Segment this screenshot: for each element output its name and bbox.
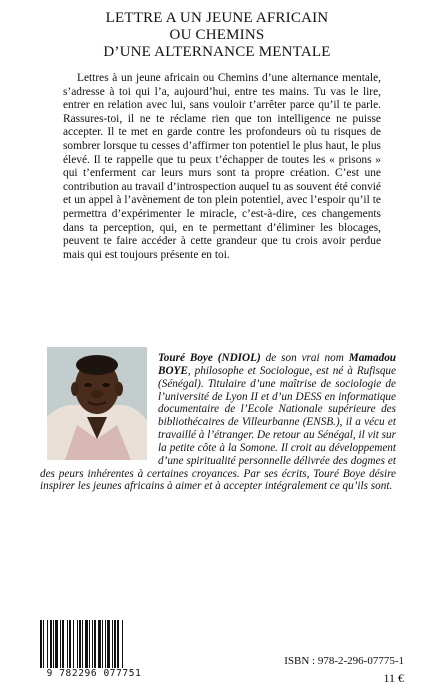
barcode-bar <box>73 620 74 668</box>
bio-text-part-2: , philosophe et Sociologue, est né à Rufisque (Sénégal). Titulaire d’une maîtrise de sociologie de l’université de Lyon II et d’un DESS en informatique documentaire de l’Ecole Nationale supérieure des bibliothécaires de Villeurbanne (ENSB.), il a vécu et travaillé à l’étranger. De retour au Sénégal, il vit sur la petite côte à la Somone. Il croit au développement d’une spiritualité personnelle délivrée des dogmes et des peurs inhérentes à certaines croyances. Par ses écrits, Touré Boye désire inspirer les jeunes africains à aimer et à accepter intégralement ce qu’ils sont. <box>40 364 396 493</box>
barcode-bar <box>55 620 58 668</box>
barcode-bar <box>79 620 81 668</box>
barcode-bar <box>112 620 113 668</box>
back-cover-summary <box>63 72 381 262</box>
photo-text-wrap-spacer <box>40 352 158 456</box>
barcode-bar <box>85 620 88 668</box>
barcode-bar <box>77 620 78 668</box>
barcode-bar <box>53 620 54 668</box>
barcode-bar <box>107 620 110 668</box>
barcode-bar <box>62 620 64 668</box>
barcode-bar <box>89 620 90 668</box>
barcode-bar <box>67 620 68 668</box>
barcode-digits: 9 782296 077751 <box>34 668 154 679</box>
barcode-bar <box>43 620 44 668</box>
barcode-bar <box>114 620 116 668</box>
title-line-1: LETTRE A UN JEUNE AFRICAIN <box>105 10 329 26</box>
summary-paragraph: Lettres à un jeune africain ou Chemins d’une alternance mentale, s’adresse à toi qui l’a, aujourd’hui, entre tes mains. Tu vas le lire, entrer en relation avec lui, sans vouloir t’arrêter parce qu’il te parle. Rassures-toi, il ne te réclame rien que ton intelligence ne puisse accepter. Il te met en garde contre les profondeurs où tu risques de sombrer lorsque tu cesses d’affirmer ton potentiel le plus haut, le plus élevé. Il te rappelle que tu peux t’échapper de toutes les « prisons » qui t’enferment car leurs murs sont ta propre création. C’est une contribution au travail d’introspection auquel tu as souvent été convié et un appel à l’avènement de ton plein potentiel, avec l’espoir qu’il te permettra d’expérimenter le miracle, c’est-à-dire, ces changements dans ta perception, qui, en te permettant d’éliminer les blocages, peuvent te faire accéder à cette grandeur que tu crois avoir perdue mais qui est toujours présente en toi. <box>63 72 381 261</box>
barcode-bar <box>69 620 71 668</box>
barcode-bar <box>47 620 48 668</box>
bio-text-part-1: de son vrai nom <box>260 352 349 364</box>
barcode-bar <box>105 620 106 668</box>
barcode-bar <box>40 620 42 668</box>
title-line-2: OU CHEMINS <box>169 27 265 43</box>
author-biography <box>40 352 396 493</box>
isbn-number: ISBN : 978-2-296-07775-1 <box>284 655 404 667</box>
barcode-bar <box>82 620 83 668</box>
barcode-bar <box>94 620 96 668</box>
barcode-bar <box>98 620 101 668</box>
title-line-3: D’UNE ALTERNANCE MENTALE <box>103 44 331 60</box>
barcode-bar <box>117 620 119 668</box>
barcode-bar <box>50 620 52 668</box>
barcode-bar <box>122 620 123 668</box>
book-price: 11 € <box>383 671 404 685</box>
barcode-bar <box>102 620 103 668</box>
barcode-bar <box>92 620 93 668</box>
barcode-bar <box>60 620 61 668</box>
book-title <box>0 10 434 61</box>
author-pen-name: Touré Boye (NDIOL) <box>158 352 261 364</box>
author-real-name: Mamadou BOYE <box>158 352 397 377</box>
